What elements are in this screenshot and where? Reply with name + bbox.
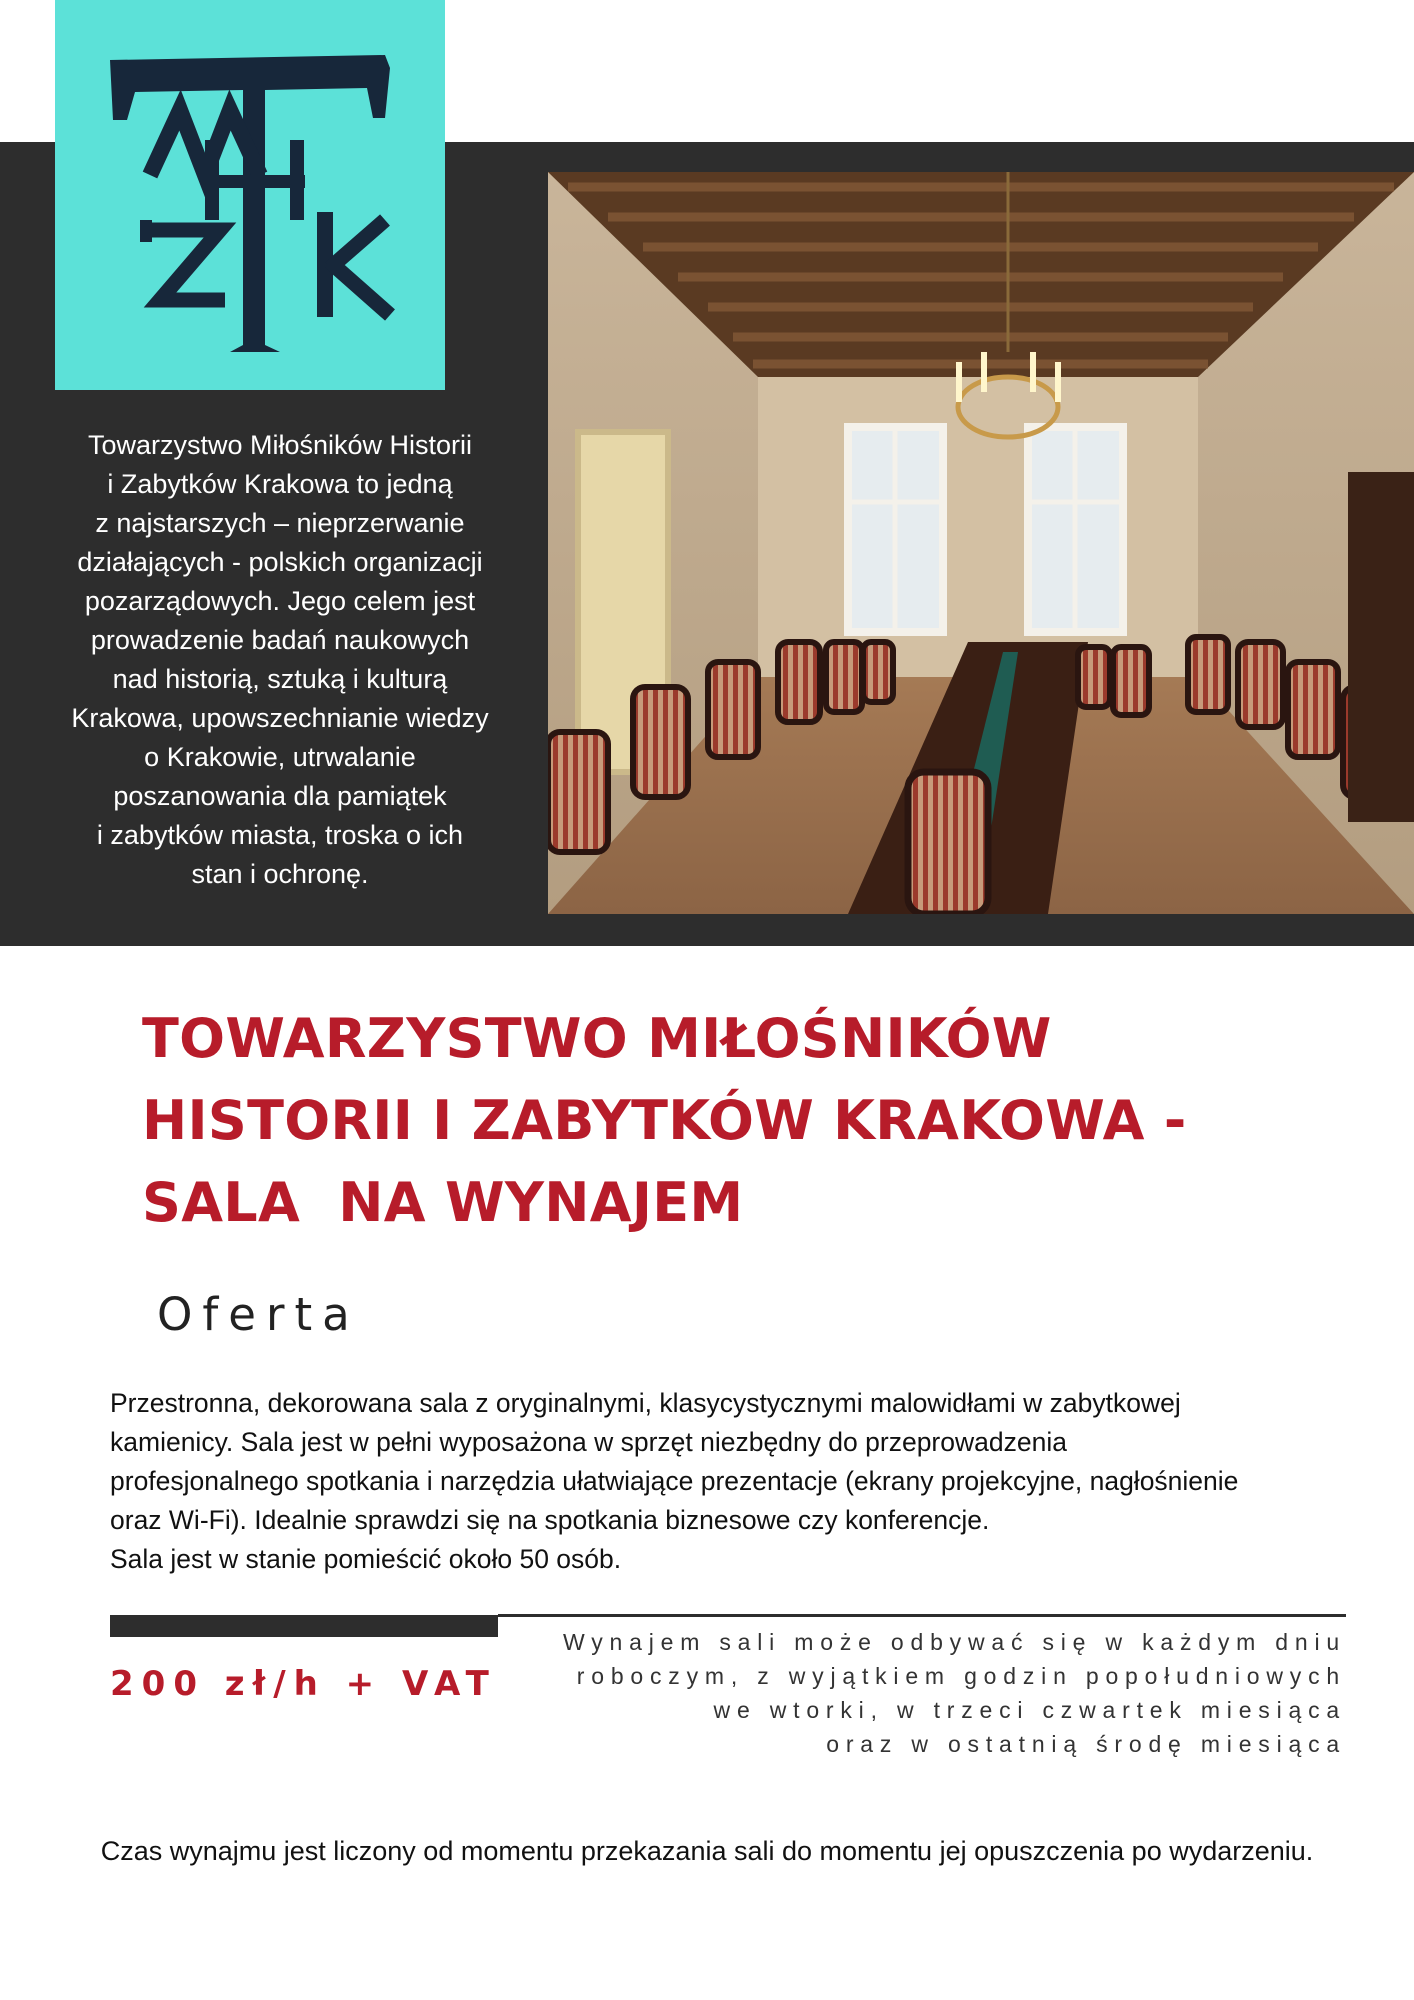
intro-paragraph: Towarzystwo Miłośników Historii i Zabytków Krakowa to jedną z najstarszych – nieprzerwanie działających - polskich organizacji pozarządowych. Jego celem jest prowadzenie badań naukowych nad historią, sztuką i kulturą Krakowa, upowszechnianie wiedzy o Krakowie, utrwalanie poszanowania dla pamiątek i zabytków miasta, troska o ich stan i ochronę. [71,430,489,889]
tmhzk-logo [55,0,445,390]
footer-note: Czas wynajmu jest liczony od momentu przekazania sali do momentu jej opuszczenia po wydarzeniu. [100,1836,1314,1866]
price-bar-accent [110,1615,498,1637]
rental-schedule-note: Wynajem sali może odbywać się w każdym dniu roboczym, z wyjątkiem godzin popołudniowych we wtorki, w trzeci czwartek miesiąca oraz w ostatnią środę miesiąca [562,1629,1346,1757]
title-line: HISTORII I ZABYTKÓW KRAKOWA - [142,1089,1187,1152]
divider-line [498,1614,1346,1617]
title-line: TOWARZYSTWO MIŁOŚNIKÓW [142,1007,1052,1070]
offer-heading: Oferta [157,1288,360,1341]
page-title [142,998,1342,1244]
title-line: SALA NA WYNAJEM [142,1171,744,1234]
price-label: 200 zł/h + VAT [110,1664,497,1704]
offer-description: Przestronna, dekorowana sala z oryginalnymi, klasycystycznymi malowidłami w zabytkowej kamienicy. Sala jest w pełni wyposażona w sprzęt niezbędny do przeprowadzenia profesjonalnego spotkania i narzędzia ułatwiające prezentacje (ekrany projekcyjne, nagłośnienie oraz Wi-Fi). Idealnie sprawdzi się na spotkania biznesowe czy konferencje. Sala jest w stanie pomieścić około 50 osób. [110,1388,1239,1574]
hall-photo [548,172,1414,914]
